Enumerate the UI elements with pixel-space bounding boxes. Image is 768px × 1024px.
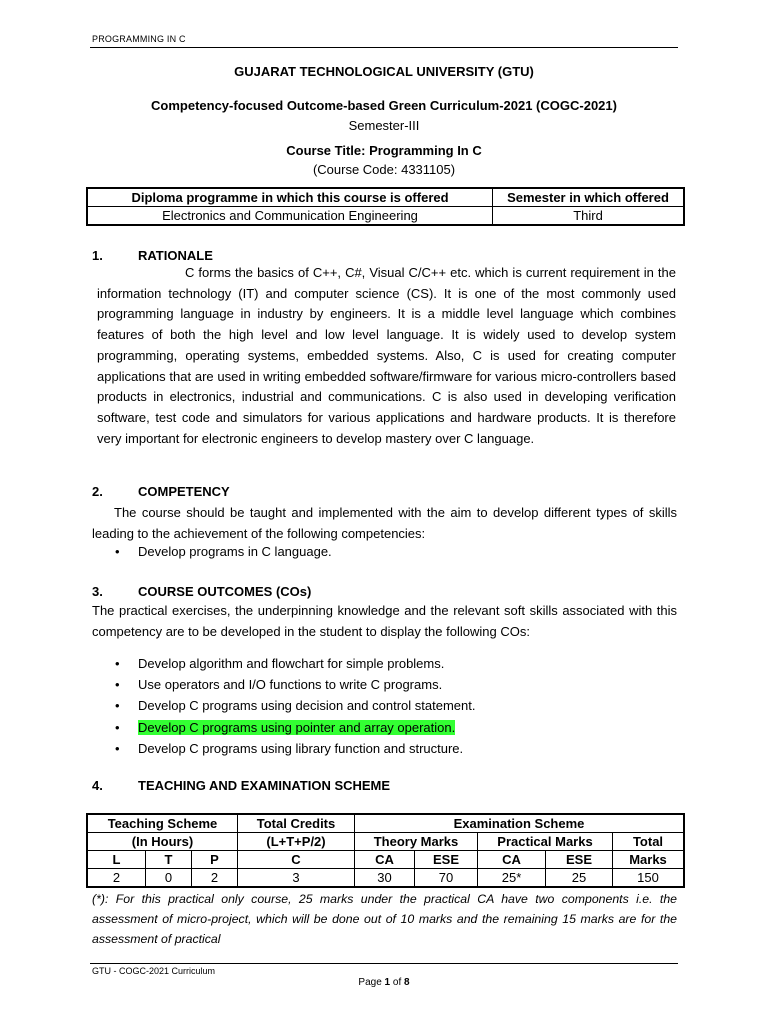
course-code: (Course Code: 4331105) — [312, 162, 456, 177]
list-item: • Develop C programs using library function and structure. — [115, 738, 675, 759]
page-label: Page — [358, 977, 382, 988]
value-theory-ca: 30 — [355, 869, 415, 888]
teaching-scheme-heading — [92, 778, 390, 793]
footer-rule — [90, 963, 678, 964]
section-title: COMPETENCY — [138, 484, 230, 499]
curriculum-title: Competency-focused Outcome-based Green Curriculum-2021 (COGC-2021) — [151, 98, 617, 113]
rationale-heading — [92, 248, 213, 263]
total-header: Total — [613, 833, 685, 851]
course-outcomes-text: The practical exercises, the underpinning knowledge and the relevant soft skills associated with this competency are to be developed in the student to display the following COs: — [92, 603, 677, 639]
scheme-note: (*): For this practical only course, 25 marks under the practical CA have two components i.e. the assessment of micro-project, which will be done out of 10 marks and the remaining 15 marks are for the assessment of practical — [92, 892, 677, 946]
section-title: COURSE OUTCOMES (COs) — [138, 584, 312, 599]
course-title: Course Title: Programming In C — [286, 143, 482, 158]
rationale-text: C forms the basics of C++, C#, Visual C/C++ etc. which is current requirement in the information technology (IT) and computer science (CS). It is one of the most commonly used programming language in industry by engineers. It is a middle level language which combines features of both the high level and low level language. It is widely used to develop system programming, operating systems, embedded systems. Also, C is used for creating computer applications that are used in writing embedded software/firmware for various micro-controllers based products in electronics, industrial and communications. C is also used in developing verification software, test code and simulators for various applications and hardware products. It is therefore very important for electronic engineers to develop mastery over C language. — [97, 265, 676, 446]
page-number — [0, 977, 768, 988]
section-title: RATIONALE — [138, 248, 213, 263]
sub-header-theory-ese: ESE — [415, 851, 478, 869]
list-item: • Develop C programs using decision and control statement. — [115, 695, 675, 716]
header-rule — [90, 47, 678, 48]
sub-header-practical-ese: ESE — [546, 851, 613, 869]
exam-scheme-header: Examination Scheme — [355, 814, 685, 833]
total-credits-header: Total Credits — [238, 814, 355, 833]
sub-header-practical-ca: CA — [478, 851, 546, 869]
semester-title: Semester-III — [348, 118, 420, 133]
semester-value: Third — [493, 207, 685, 226]
section-number: 1. — [92, 248, 103, 263]
section-number: 2. — [92, 484, 103, 499]
semester-header: Semester in which offered — [493, 188, 685, 207]
section-title: TEACHING AND EXAMINATION SCHEME — [138, 778, 391, 793]
credits-formula-header: (L+T+P/2) — [238, 833, 355, 851]
programme-table — [86, 187, 685, 226]
competency-heading — [92, 484, 230, 499]
value-total: 150 — [613, 869, 685, 888]
value-l: 2 — [87, 869, 146, 888]
list-item: • Develop algorithm and flowchart for simple problems. — [115, 653, 675, 674]
footer-text: GTU - COGC-2021 Curriculum — [92, 966, 216, 976]
university-title: GUJARAT TECHNOLOGICAL UNIVERSITY (GTU) — [234, 64, 534, 79]
teaching-scheme-header: Teaching Scheme — [87, 814, 238, 833]
course-outcomes-list — [115, 653, 675, 759]
value-p: 2 — [192, 869, 238, 888]
teaching-scheme-table — [86, 813, 685, 888]
marks-header: Marks — [613, 851, 685, 869]
value-theory-ese: 70 — [415, 869, 478, 888]
theory-marks-header: Theory Marks — [355, 833, 478, 851]
running-header: PROGRAMMING IN C — [92, 34, 186, 44]
programme-value: Electronics and Communication Engineering — [87, 207, 493, 226]
in-hours-header: (In Hours) — [87, 833, 238, 851]
value-practical-ca: 25* — [478, 869, 546, 888]
sub-header-p: P — [192, 851, 238, 869]
list-item: • Use operators and I/O functions to write C programs. — [115, 674, 675, 695]
sub-header-c: C — [238, 851, 355, 869]
competency-text: The course should be taught and implemented with the aim to develop different types of skills leading to the achievement of the following competencies: — [92, 505, 677, 541]
sub-header-theory-ca: CA — [355, 851, 415, 869]
programme-header: Diploma programme in which this course is offered — [87, 188, 493, 207]
competency-list — [115, 544, 675, 559]
practical-marks-header: Practical Marks — [478, 833, 613, 851]
page-of: of — [392, 977, 402, 988]
value-t: 0 — [146, 869, 192, 888]
list-item: • Develop programs in C language. — [115, 544, 675, 559]
section-number: 4. — [92, 778, 103, 793]
sub-header-l: L — [87, 851, 146, 869]
page-current: 1 — [384, 977, 391, 988]
value-c: 3 — [238, 869, 355, 888]
section-number: 3. — [92, 584, 103, 599]
list-item — [115, 717, 675, 738]
highlighted-outcome: Develop C programs using pointer and array operation. — [138, 719, 456, 735]
sub-header-t: T — [146, 851, 192, 869]
value-practical-ese: 25 — [546, 869, 613, 888]
page-total: 8 — [404, 977, 410, 988]
course-outcomes-heading — [92, 584, 311, 599]
